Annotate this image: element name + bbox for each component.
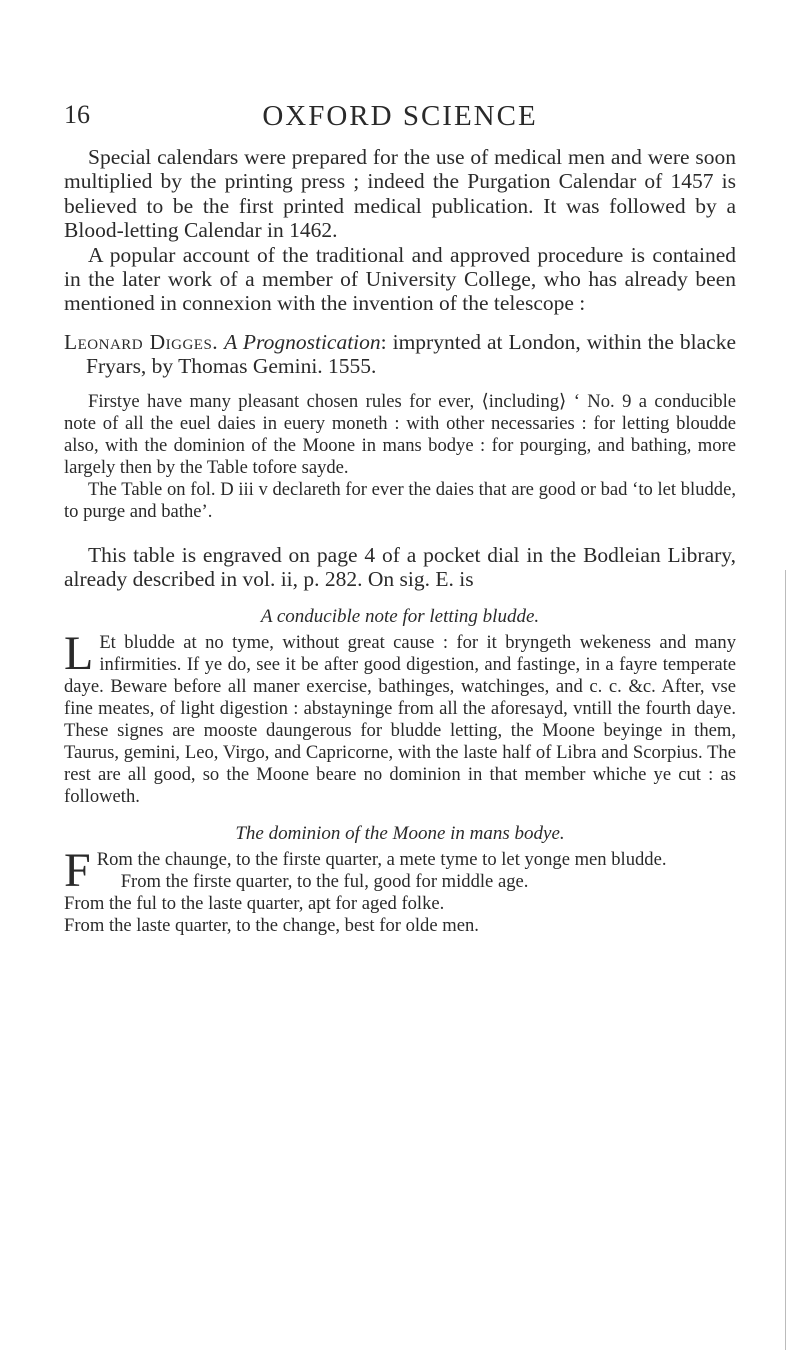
paragraph-letting-bludde [64,627,736,808]
heading-dominion: The dominion of the Moone in mans bodye. [235,823,565,845]
quotation-rules: Firstye have many pleasant chosen rules for ever, ⟨including⟩ ‘ No. 9 a conducible note of all the euel daies in euery moneth : with other necessaries : for letting bloudde also, with the dominion of the Moone in mans bodye : for pourging, and bathing, more largely then by the Table tofore sayde. [64,390,736,478]
paragraph-procedure: A popular account of the traditional and approved procedure is contained in the later work of a member of University College, who has already been mentioned in connexion with the invention of the telescope : [64,242,736,316]
quotation-table: The Table on fol. D iii v declareth for ever the daies that are good or bad ‘to let bludde, to purge and bathe’. [64,478,736,522]
dominion-list [64,844,736,937]
page-edge-line [785,570,786,1350]
opening-paragraphs [64,145,736,316]
letting-bludde-text: Et bludde at no tyme, without great cause : for it bryngeth wekeness and many infirmities. If ye do, see it be after good digestion, and fastinge, in a fayre temperate daye. Beware before all maner exercise, bathinges, watchinges, and c. c. &c. After, vse fine meates, of light digestion : abstayninge from all the aforesayd, vntill the fourth daye. These signes are mooste daungerous for bludde letting, the Moone beyinge in them, Taurus, gemini, Leo, Virgo, and Capricorne, with the laste half of Libra and Scorpius. The rest are all good, so the Moone beare no dominion in that member whiche ye cut : as followeth. [64,632,736,808]
citation-title: A Prognostication [224,329,381,354]
citation-rest: : imprynted at London, within the blacke Fryars, by Thomas Gemini. 1555. [86,329,736,379]
citation [64,330,736,379]
dominion-line-3: From the ful to the laste quarter, apt for aged folke. [64,893,445,915]
page-body [64,140,736,937]
dominion-line-2: From the firste quarter, to the ful, good for middle age. [120,871,529,893]
dominion-line-1-text: Rom the chaunge, to the firste quarter, a mete tyme to let yonge men bludde. [96,849,667,871]
drop-cap-F: F [64,844,91,898]
dominion-line-4: From the laste quarter, to the change, best for olde men. [64,915,479,937]
drop-cap-L: L [64,627,94,681]
running-head: OXFORD SCIENCE [262,100,538,132]
paragraph-calendars: Special calendars were prepared for the use of medical men and were soon multiplied by the printing press ; indeed the Purgation Calendar of 1457 is believed to be the first printed medical publication. It was followed by a Blood-letting Calendar in 1462. [64,145,736,243]
heading-conducible-note: A conducible note for letting bludde. [260,606,540,628]
page-number: 16 [64,100,90,129]
citation-author: Leonard Digges. [64,329,219,354]
paragraph-pocket-dial: This table is engraved on page 4 of a pocket dial in the Bodleian Library, already described in vol. ii, p. 282. On sig. E. is [64,542,736,592]
quotation-block [64,391,736,523]
